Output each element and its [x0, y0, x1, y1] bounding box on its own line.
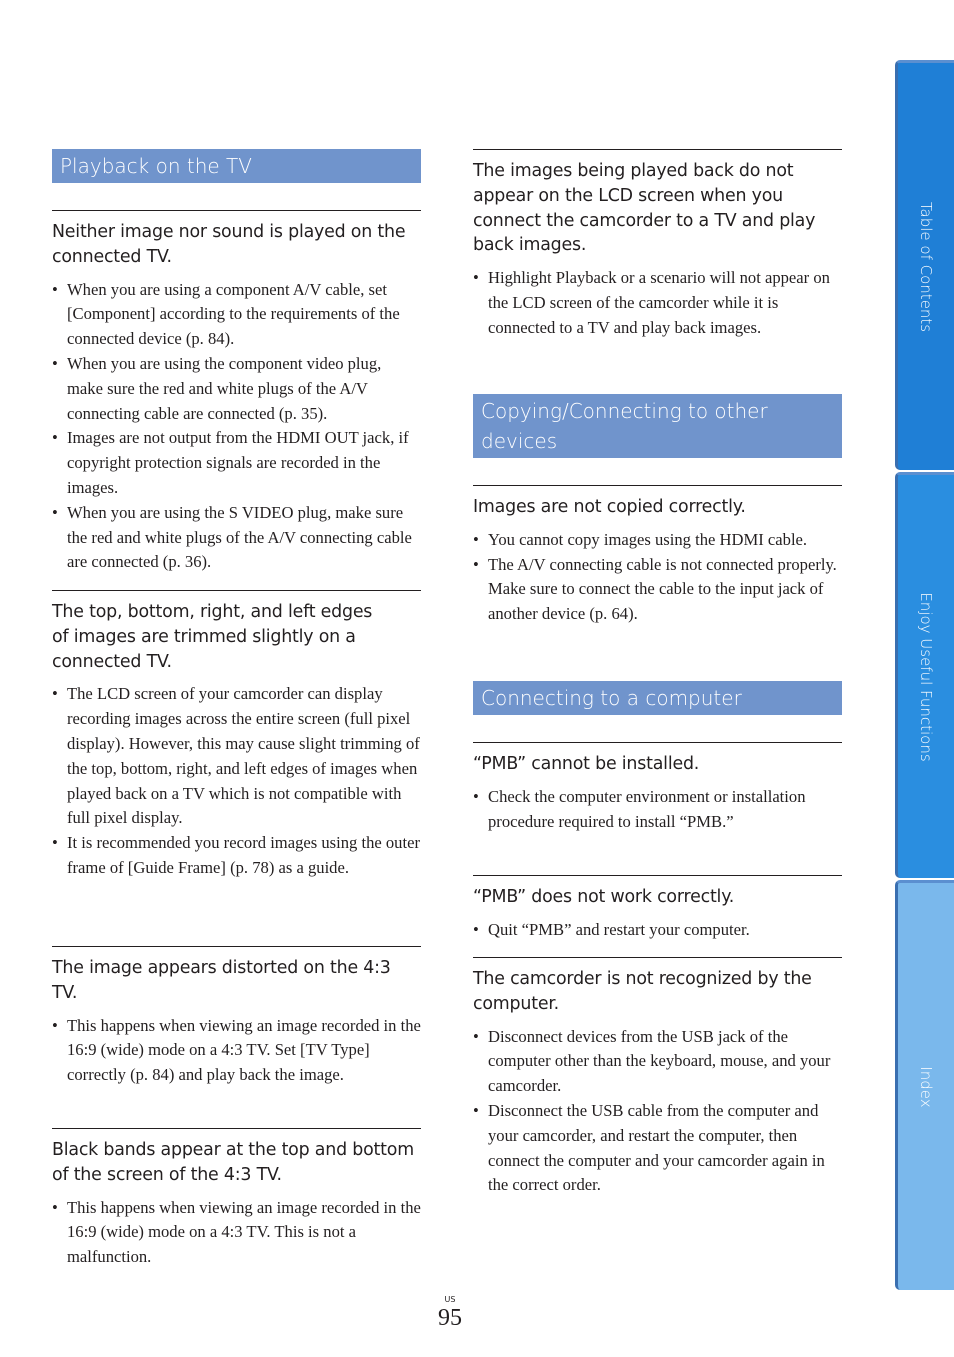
- list-item: • When you are using the component video plug, make sure the red and white plugs of the A/V connecting cable are connected (p. 35).: [52, 352, 421, 426]
- tab-label: Table of Contents: [917, 201, 935, 332]
- block-heading: Neither image nor sound is played on the connected TV.: [52, 222, 406, 267]
- page-number: [430, 1295, 470, 1331]
- trouble-block-not-copied: [473, 485, 842, 627]
- trouble-block-not-on-lcd: [473, 149, 842, 341]
- bullet-list: [473, 266, 842, 340]
- bullet-list: [473, 528, 842, 627]
- bullet-list: [52, 682, 421, 880]
- list-item: • When you are using a component A/V cable, set [Component] according to the requirements of the connected device (p. 84).: [52, 278, 421, 352]
- list-item: • You cannot copy images using the HDMI cable.: [473, 528, 842, 553]
- list-item: • Highlight Playback or a scenario will not appear on the LCD screen of the camcorder while it is connected to a TV and play back images.: [473, 266, 842, 340]
- list-item: • This happens when viewing an image recorded in the 16:9 (wide) mode on a 4:3 TV. Set [TV Type] correctly (p. 84) and play back the image.: [52, 1014, 421, 1088]
- block-heading: “PMB” does not work correctly.: [473, 887, 735, 907]
- list-item: • The LCD screen of your camcorder can display recording images across the entire screen (full pixel display). However, this may cause slight trimming of the top, bottom, right, and left edges of images when played back on a TV which is not compatible with full pixel display.: [52, 682, 421, 831]
- tab-table-of-contents[interactable]: [895, 60, 954, 470]
- block-heading: “PMB” cannot be installed.: [473, 754, 700, 774]
- list-item: • It is recommended you record images using the outer frame of [Guide Frame] (p. 78) as a guide.: [52, 831, 421, 881]
- block-heading: The top, bottom, right, and left edges of images are trimmed slightly on a connected TV.: [52, 602, 373, 672]
- trouble-block-distorted-4-3: [52, 946, 421, 1088]
- trouble-block-edges-trimmed: [52, 590, 421, 881]
- trouble-block-black-bands: [52, 1128, 421, 1270]
- section-title-copying: Copying/Connecting to other devices: [473, 394, 842, 458]
- tab-label: Index: [917, 1065, 935, 1108]
- list-item: • Quit “PMB” and restart your computer.: [473, 918, 842, 943]
- section-title-playback-tv: Playback on the TV: [52, 149, 421, 183]
- page-number-value: 95: [438, 1305, 462, 1331]
- list-item: • This happens when viewing an image recorded in the 16:9 (wide) mode on a 4:3 TV. This is not a malfunction.: [52, 1196, 421, 1270]
- bullet-list: [52, 1014, 421, 1088]
- trouble-block-pmb-install: [473, 742, 842, 834]
- bullet-list: [52, 1196, 421, 1270]
- trouble-block-not-recognized: [473, 957, 842, 1198]
- tab-index[interactable]: [895, 880, 954, 1290]
- tab-enjoy-useful-functions[interactable]: [895, 472, 954, 878]
- bullet-list: [473, 785, 842, 835]
- block-heading: The camcorder is not recognized by the computer.: [473, 969, 812, 1014]
- trouble-block-pmb-not-working: [473, 875, 842, 943]
- list-item: • Check the computer environment or installation procedure required to install “PMB.”: [473, 785, 842, 835]
- block-heading: Images are not copied correctly.: [473, 497, 746, 517]
- list-item: • Disconnect the USB cable from the computer and your camcorder, and restart the computer, then connect the computer and your camcorder again in the correct order.: [473, 1099, 842, 1198]
- side-nav-tabs: [895, 60, 954, 1290]
- bullet-list: [473, 1025, 842, 1199]
- section-title-computer: Connecting to a computer: [473, 681, 842, 715]
- list-item: • Disconnect devices from the USB jack of the computer other than the keyboard, mouse, and your camcorder.: [473, 1025, 842, 1099]
- list-item: • The A/V connecting cable is not connected properly. Make sure to connect the cable to the input jack of another device (p. 64).: [473, 553, 842, 627]
- block-heading: The image appears distorted on the 4:3 TV.: [52, 958, 391, 1003]
- block-heading: The images being played back do not appear on the LCD screen when you connect the camcorder to a TV and play back images.: [473, 161, 816, 256]
- block-heading: Black bands appear at the top and bottom of the screen of the 4:3 TV.: [52, 1140, 414, 1185]
- bullet-list: [473, 918, 842, 943]
- bullet-list: [52, 278, 421, 576]
- region-code: US: [444, 1295, 456, 1304]
- list-item: • Images are not output from the HDMI OUT jack, if copyright protection signals are recorded in the images.: [52, 426, 421, 500]
- trouble-block-no-image-sound: [52, 210, 421, 575]
- tab-label: Enjoy Useful Functions: [917, 591, 935, 762]
- list-item: • When you are using the S VIDEO plug, make sure the red and white plugs of the A/V connecting cable are connected (p. 36).: [52, 501, 421, 575]
